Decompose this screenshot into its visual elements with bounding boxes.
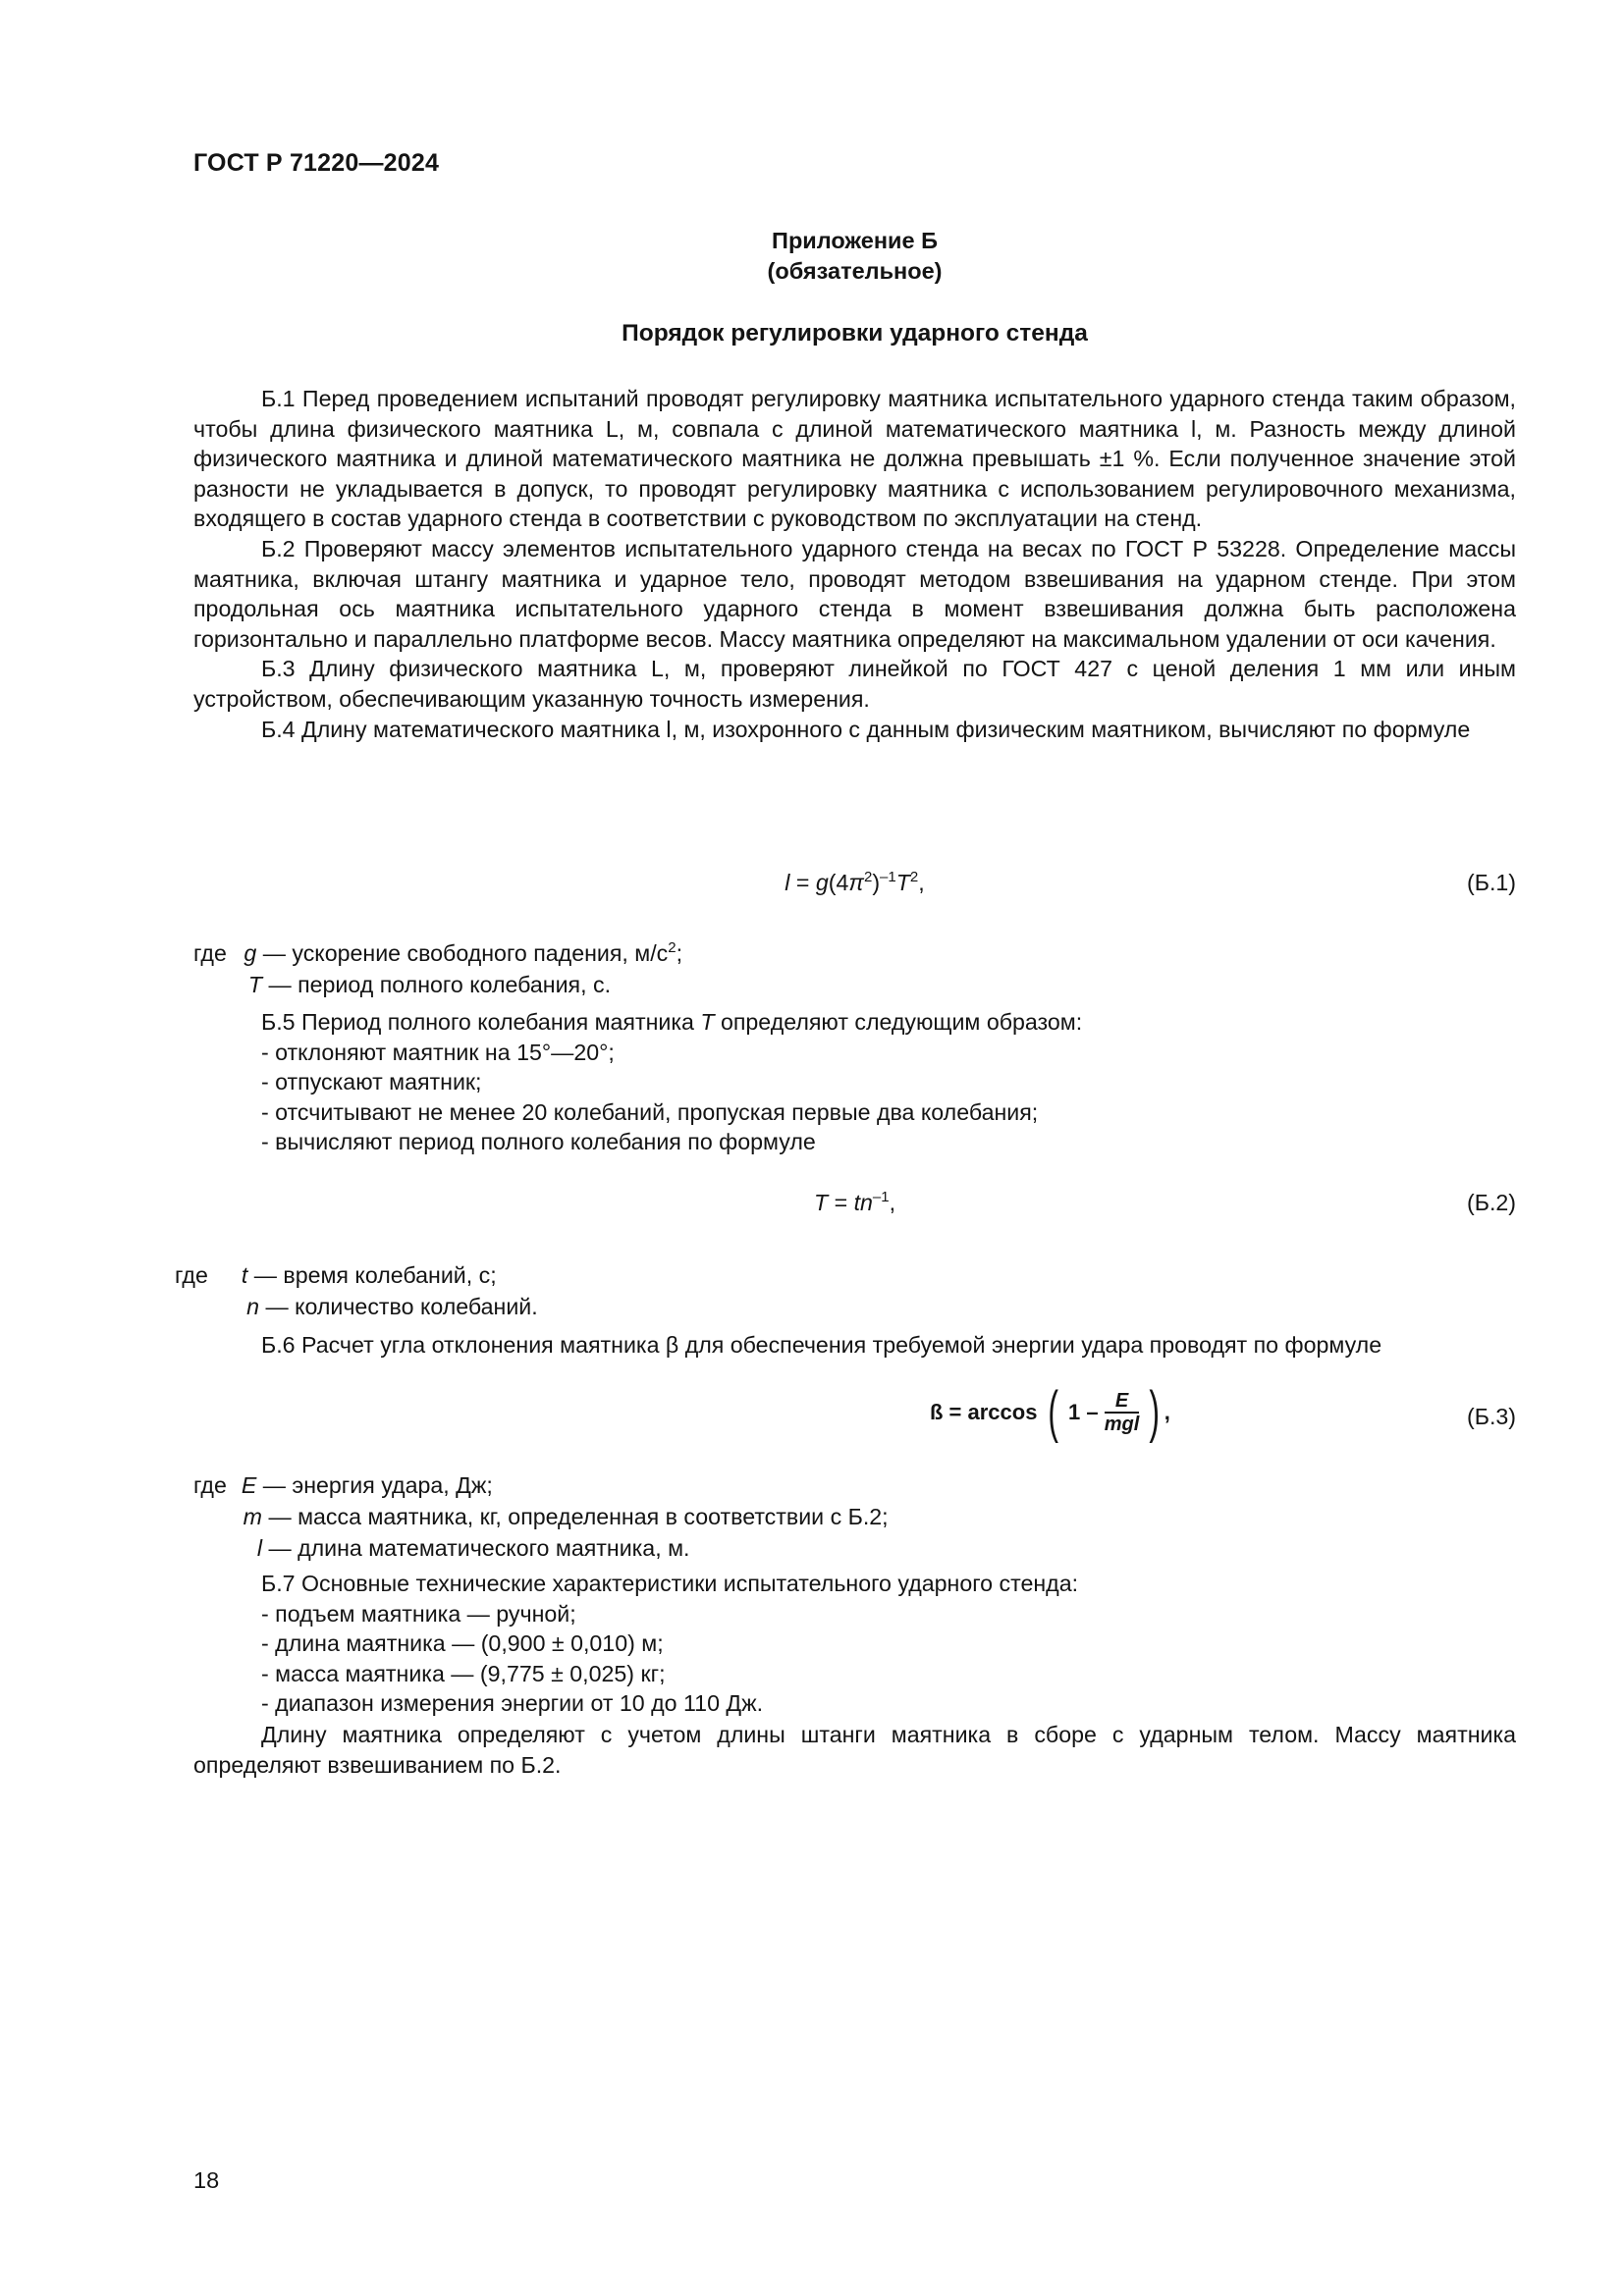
b5-item: - отпускают маятник; (261, 1069, 482, 1095)
paragraph-b1: Б.1 Перед проведением испытаний проводят регулировку маятника испытательного ударного стенда таким образом, чтобы длина физического маятника L, м, совпала с длиной математического маятника l, м. Разность между длиной физического маятника и длиной математического маятника не должна превышать ±1 %. Если полученное значение этой разности не укладывается в допуск, то проводят регулировку маятника с использованием регулировочного механизма, входящего в состав ударного стенда в соответствии с руководством по эксплуатации на стенд. (193, 386, 1516, 532)
b7-item: - диапазон измерения энергии от 10 до 110 Дж. (261, 1690, 764, 1717)
formula-b1 (193, 870, 1516, 909)
where-b1-g: где g — ускорение свободного падения, $м/с^2$; (193, 939, 683, 966)
formula-b3-fraction: $\frac{E}{\text{mgl}}$ (1104, 1390, 1140, 1435)
paragraphs-b1-b4 (193, 384, 1516, 744)
formula-b1-number: (Б.1) (1467, 870, 1516, 895)
document-header: ГОСТ Р 71220—2024 (193, 149, 440, 177)
annex-title: Приложение Б (772, 228, 938, 253)
where-b2-n: n — количество колебаний. (246, 1294, 538, 1319)
b5-item: - отсчитывают не менее 20 колебаний, пропуская первые два колебания; (261, 1098, 1039, 1125)
formula-b2-number: (Б.2) (1467, 1190, 1516, 1215)
formula-b2-expression: $T = tn^{-1}$, (813, 1189, 896, 1215)
annex-status: (обязательное) (767, 258, 943, 284)
paragraph-b2: Б.2 Проверяют массу элементов испытательного ударного стенда на весах по ГОСТ Р 53228. Определение массы маятника, включая штангу маятника и ударное тело, проводят методом взвешивания на ударном стенде. При этом продольная ось маятника испытательного ударного стенда в момент взвешивания должна быть расположена горизонтально и параллельно платформе весов. Массу маятника определяют на максимальном удалении от оси качения. (193, 535, 1516, 652)
paragraph-b6: Б.6 Расчет угла отклонения маятника β для обеспечения требуемой энергии удара проводят по формуле (261, 1332, 1382, 1358)
where-b3-m: m — масса маятника, кг, определенная в соответствии с Б.2; (243, 1504, 889, 1529)
left-paren: ( (1047, 1380, 1058, 1444)
where-b2-t: где t — время колебаний, с; (175, 1262, 497, 1288)
paragraph-b3: Б.3 Длину физического маятника L, м, проверяют линейкой по ГОСТ 427 с ценой деления 1 мм или иным устройством, обеспечивающим указанную точность измерения. (193, 656, 1516, 712)
formula-b2 (193, 1190, 1516, 1229)
b7-closing: Длину маятника определяют с учетом длины штанги маятника в сборе с ударным телом. Массу маятника определяют взвешиванием по Б.2. (193, 1722, 1516, 1778)
where-b3-l: l — длина математического маятника, м. (256, 1535, 690, 1561)
b7-item: - масса маятника — (9,775 ± 0,025) кг; (261, 1660, 666, 1686)
paragraph-b7 (261, 1569, 1078, 1719)
formula-b3-expression: ß = arccos ( 1 – $\frac{E}{\text{mgl}}$ ) , (930, 1380, 1170, 1444)
where-b1-t: T — период полного колебания, с. (247, 972, 612, 997)
b7-closing-block (193, 1720, 1516, 1780)
formula-b1-expression: $l = g(4\pi^2)^{-1}T^2$, (785, 869, 925, 895)
annex-heading: Порядок регулировки ударного стенда (622, 320, 1088, 347)
b5-item: - отклоняют маятник на 15°—20°; (261, 1039, 615, 1065)
b7-intro: Б.7 Основные технические характеристики испытательного ударного стенда: (261, 1571, 1079, 1596)
right-paren: ) (1149, 1380, 1161, 1444)
page-number: 18 (193, 2167, 220, 2193)
paragraph-b5 (261, 1007, 1082, 1157)
where-b3-e: где E — энергия удара, Дж; (193, 1472, 493, 1498)
formula-b3 (193, 1380, 1516, 1453)
b5-intro: Б.5 Период полного колебания маятника T определяют следующим образом: (261, 1009, 1083, 1035)
paragraph-b4: Б.4 Длину математического маятника l, м, изохронного с данным физическим маятником, вычисляют по формуле (261, 716, 1471, 742)
b7-item: - подъем маятника — ручной; (261, 1600, 576, 1627)
b7-item: - длина маятника — (0,900 ± 0,010) м; (261, 1630, 664, 1657)
formula-b3-number: (Б.3) (1467, 1404, 1516, 1429)
b5-item: - вычисляют период полного колебания по формуле (261, 1129, 816, 1155)
